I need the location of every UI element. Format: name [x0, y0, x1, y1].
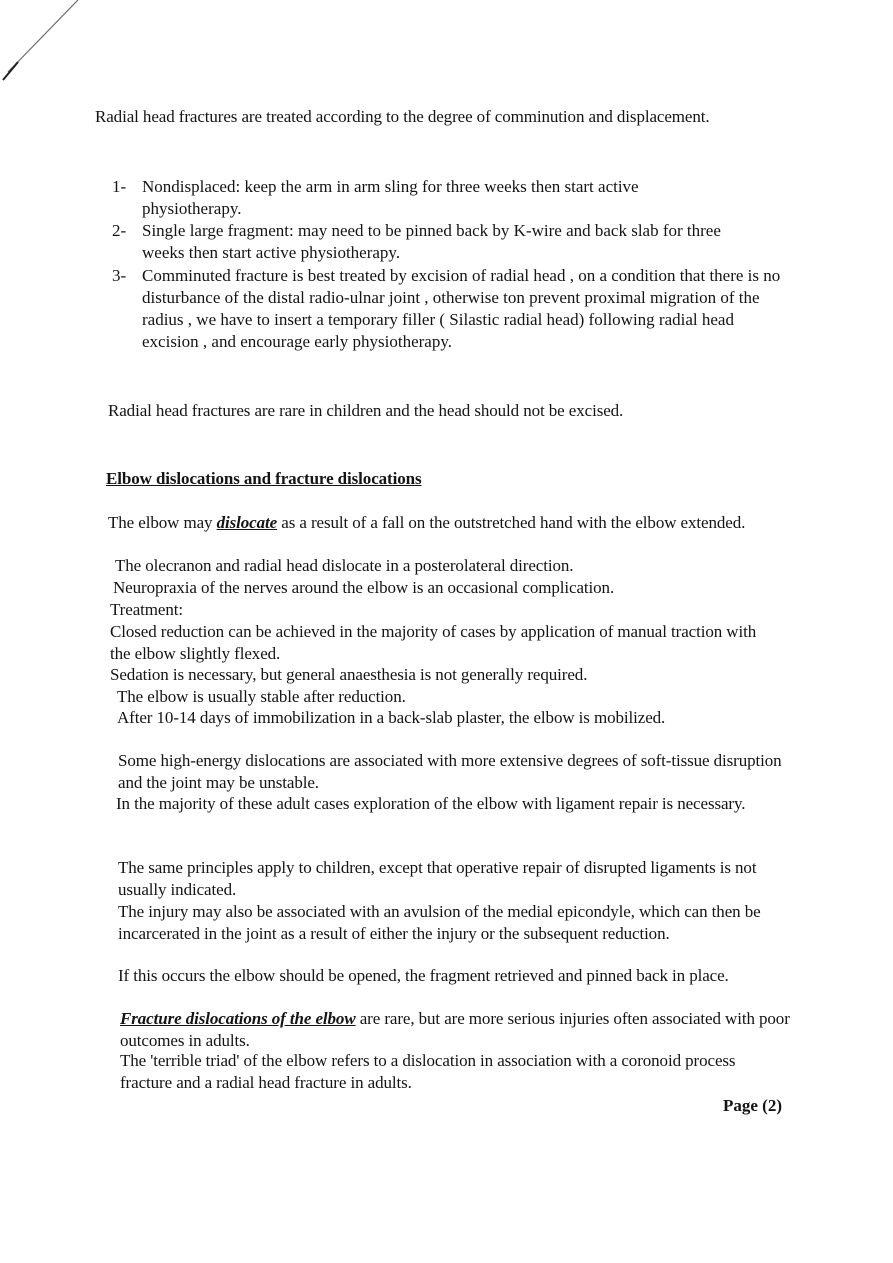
paragraph: Treatment:: [110, 600, 183, 619]
emphasis-dislocate: dislocate: [216, 513, 278, 532]
paragraph: The same principles apply to children, except that operative repair of disrupted ligaments is not usually indicated.: [118, 858, 757, 899]
paragraph: The elbow is usually stable after reduction.: [117, 687, 406, 706]
list-item: [112, 176, 802, 220]
intro-paragraph: Radial head fractures are treated according to the degree of comminution and displacement.: [95, 107, 710, 126]
paragraph: If this occurs the elbow should be opened, the fragment retrieved and pinned back in place.: [118, 966, 729, 985]
text-run: are rare, but are more serious injuries often associated with poor outcomes in adults.: [120, 1009, 790, 1050]
paragraph: The injury may also be associated with an avulsion of the medial epicondyle, which can then be incarcerated in the joint as a result of either the injury or the subsequent reduction.: [118, 902, 761, 943]
paragraph: Closed reduction can be achieved in the majority of cases by application of manual traction with the elbow slightly flexed.: [110, 622, 757, 663]
paragraph: The olecranon and radial head dislocate in a posterolateral direction.: [115, 556, 574, 575]
emphasis-fracture-dislocations: Fracture dislocations of the elbow: [120, 1009, 356, 1028]
list-item: [112, 220, 802, 264]
paragraph: Neuropraxia of the nerves around the elbow is an occasional complication.: [113, 578, 615, 597]
scan-corner-mark: [0, 0, 90, 90]
section-heading: Elbow dislocations and fracture dislocations: [106, 469, 422, 488]
text-run: The elbow may: [108, 513, 217, 532]
paragraph: After 10-14 days of immobilization in a back-slab plaster, the elbow is mobilized.: [117, 708, 666, 727]
text-run: as a result of a fall on the outstretched hand with the elbow extended.: [277, 513, 746, 532]
list-text: Single large fragment: may need to be pinned back by K-wire and back slab for three weeks then start active physiotherapy.: [142, 221, 721, 262]
paragraph: [120, 1008, 800, 1052]
paragraph: The 'terrible triad' of the elbow refers to a dislocation in association with a coronoid process fracture and a radial head fracture in adults.: [120, 1051, 736, 1092]
list-text: Comminuted fracture is best treated by excision of radial head , on a condition that there is no disturbance of the distal radio-ulnar joint , otherwise ton prevent proximal migration of the radius , we have to insert a temporary filler ( Silastic radial head) following radial head excision , and encourage early physiotherapy.: [142, 266, 781, 351]
list-number: 2-: [112, 221, 127, 240]
paragraph: In the majority of these adult cases exploration of the elbow with ligament repair is necessary.: [116, 794, 746, 813]
list-text: Nondisplaced: keep the arm in arm sling for three weeks then start active physiotherapy.: [142, 177, 639, 218]
paragraph: [108, 512, 778, 534]
list-number: 1-: [112, 177, 127, 196]
list-item: [112, 265, 802, 353]
paragraph: Some high-energy dislocations are associated with more extensive degrees of soft-tissue disruption and the joint may be unstable.: [118, 751, 782, 792]
children-note: Radial head fractures are rare in children and the head should not be excised.: [108, 401, 624, 420]
paragraph: Sedation is necessary, but general anaesthesia is not generally required.: [110, 665, 588, 684]
page-number: Page (2): [723, 1096, 783, 1115]
list-number: 3-: [112, 266, 127, 285]
